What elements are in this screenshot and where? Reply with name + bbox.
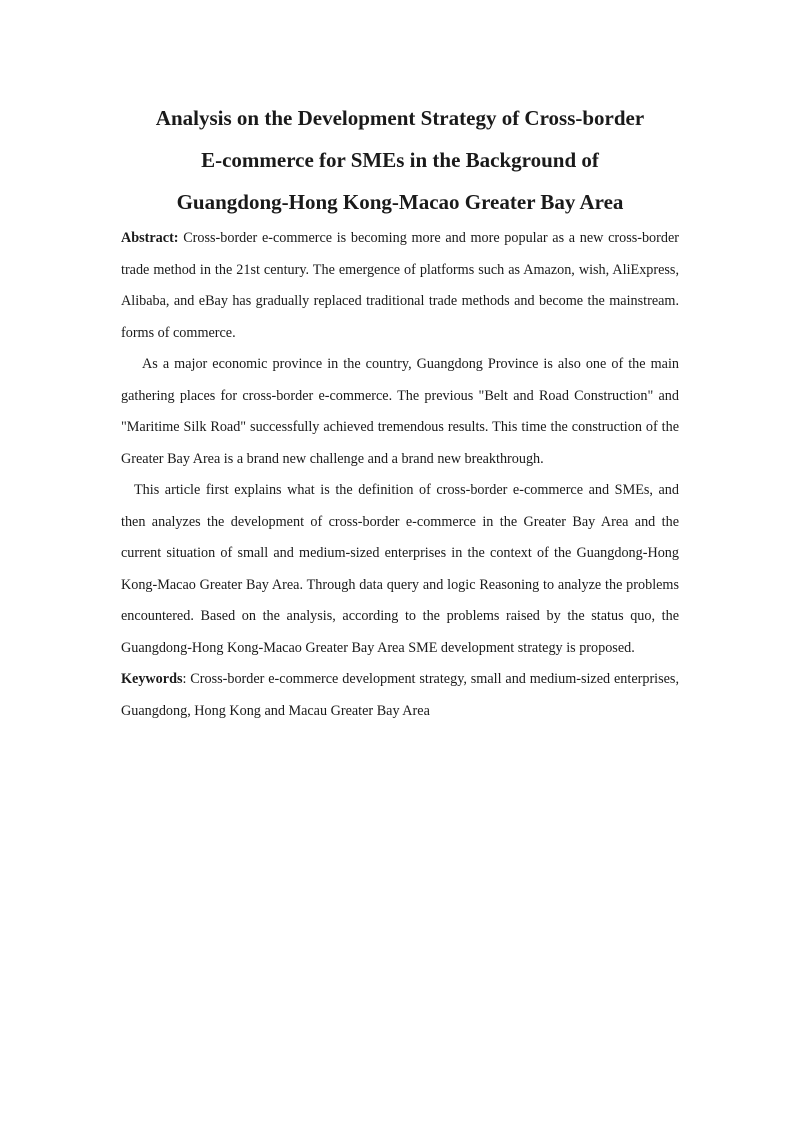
- keywords-text: : Cross-border e-commerce development strategy, small and medium-sized enterprises, Guangdong, Hong Kong and Macau Greater Bay Area: [121, 671, 679, 719]
- abstract-text: Cross-border e-commerce is becoming more and more popular as a new cross-border trade method in the 21st century. The emergence of platforms such as Amazon, wish, AliExpress, Alibaba, and eBay has gradually replaced traditional trade methods and become the mainstream. forms of commerce.: [121, 230, 679, 341]
- title-line-1: Analysis on the Development Strategy of Cross-border: [155, 106, 645, 130]
- title-line-2: E-commerce for SMEs in the Background of: [201, 148, 599, 172]
- title-line-3: Guangdong-Hong Kong-Macao Greater Bay Area: [176, 190, 624, 214]
- paper-body: [121, 223, 679, 727]
- abstract-paragraph: [121, 223, 679, 349]
- keywords-paragraph: [121, 664, 679, 727]
- body-paragraph-2: This article first explains what is the definition of cross-border e-commerce and SMEs, and then analyzes the development of cross-border e-commerce in the Greater Bay Area and the current situation of small and medium-sized enterprises in the context of the Guangdong-Hong Kong-Macao Greater Bay Area. Through data query and logic Reasoning to analyze the problems encountered. Based on the analysis, according to the problems raised by the status quo, the Guangdong-Hong Kong-Macao Greater Bay Area SME development strategy is proposed.: [121, 482, 679, 656]
- paper-title: [100, 97, 700, 223]
- keywords-label: Keywords: [121, 671, 183, 687]
- body-paragraph-1: As a major economic province in the country, Guangdong Province is also one of the main gathering places for cross-border e-commerce. The previous "Belt and Road Construction" and "Maritime Silk Road" successfully achieved tremendous results. This time the construction of the Greater Bay Area is a brand new challenge and a brand new breakthrough.: [121, 356, 679, 467]
- abstract-label: Abstract:: [121, 230, 179, 246]
